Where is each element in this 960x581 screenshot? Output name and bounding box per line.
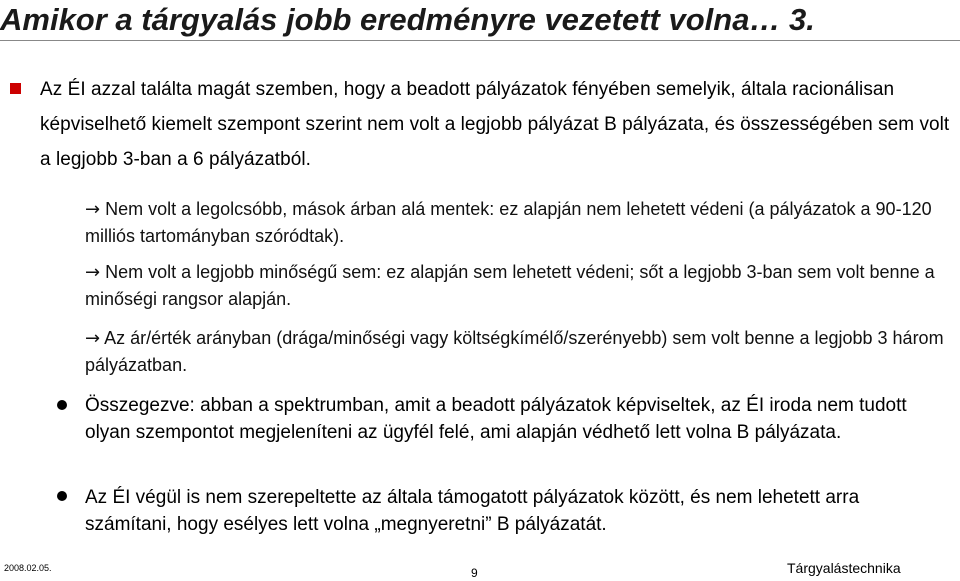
slide-title: Amikor a tárgyalás jobb eredményre vezetett volna… 3. [0,2,815,37]
round-bullet-icon [57,491,67,501]
sub-point [85,259,945,313]
page-number: 9 [471,566,478,580]
sub-point-text: Nem volt a legjobb minőségű sem: ez alapján sem lehetett védeni; sőt a legjobb 3-ban sem volt benne a minőségi rangsor alapján. [85,262,935,309]
sub-point-text: Az ár/érték arányban (drága/minőségi vagy költségkímélő/szerényebb) sem volt benne a legjobb 3 három pályázatban. [85,328,944,375]
footer-brand: Tárgyalástechnika [787,560,901,576]
main-bullet-text: Az ÉI azzal találta magát szemben, hogy a beadott pályázatok fényében semelyik, általa racionálisan képviselhető kiemelt szempont szerint nem volt a legjobb pályázat B pályázata, és összességében sem volt a legjobb 3-ban a 6 pályázatból. [40,79,950,170]
summary-bullet-text: Összegezve: abban a spektrumban, amit a beadott pályázatok képviseltek, az ÉI iroda nem tudott olyan szempontot megjeleníteni az ügyfél felé, ami alapján védhető lett volna B pályázata. [85,395,907,443]
round-bullet-icon [57,400,67,410]
sub-point-text: Nem volt a legolcsóbb, mások árban alá mentek: ez alapján nem lehetett védeni (a pályázatok a 90-120 milliós tartományban szóródtak). [85,199,932,246]
footer-date: 2008.02.05. [4,563,52,573]
sub-point [85,196,945,250]
arrow-icon: → [85,328,101,349]
square-bullet-icon [10,83,21,94]
sub-point [85,325,945,379]
arrow-icon: → [85,262,101,283]
conclusion-bullet-text: Az ÉI végül is nem szerepeltette az általa támogatott pályázatok között, és nem lehetett arra számítani, hogy esélyes lett volna „megnyeretni” B pályázatát. [85,487,860,535]
title-divider [0,40,960,41]
arrow-icon: → [85,199,101,220]
